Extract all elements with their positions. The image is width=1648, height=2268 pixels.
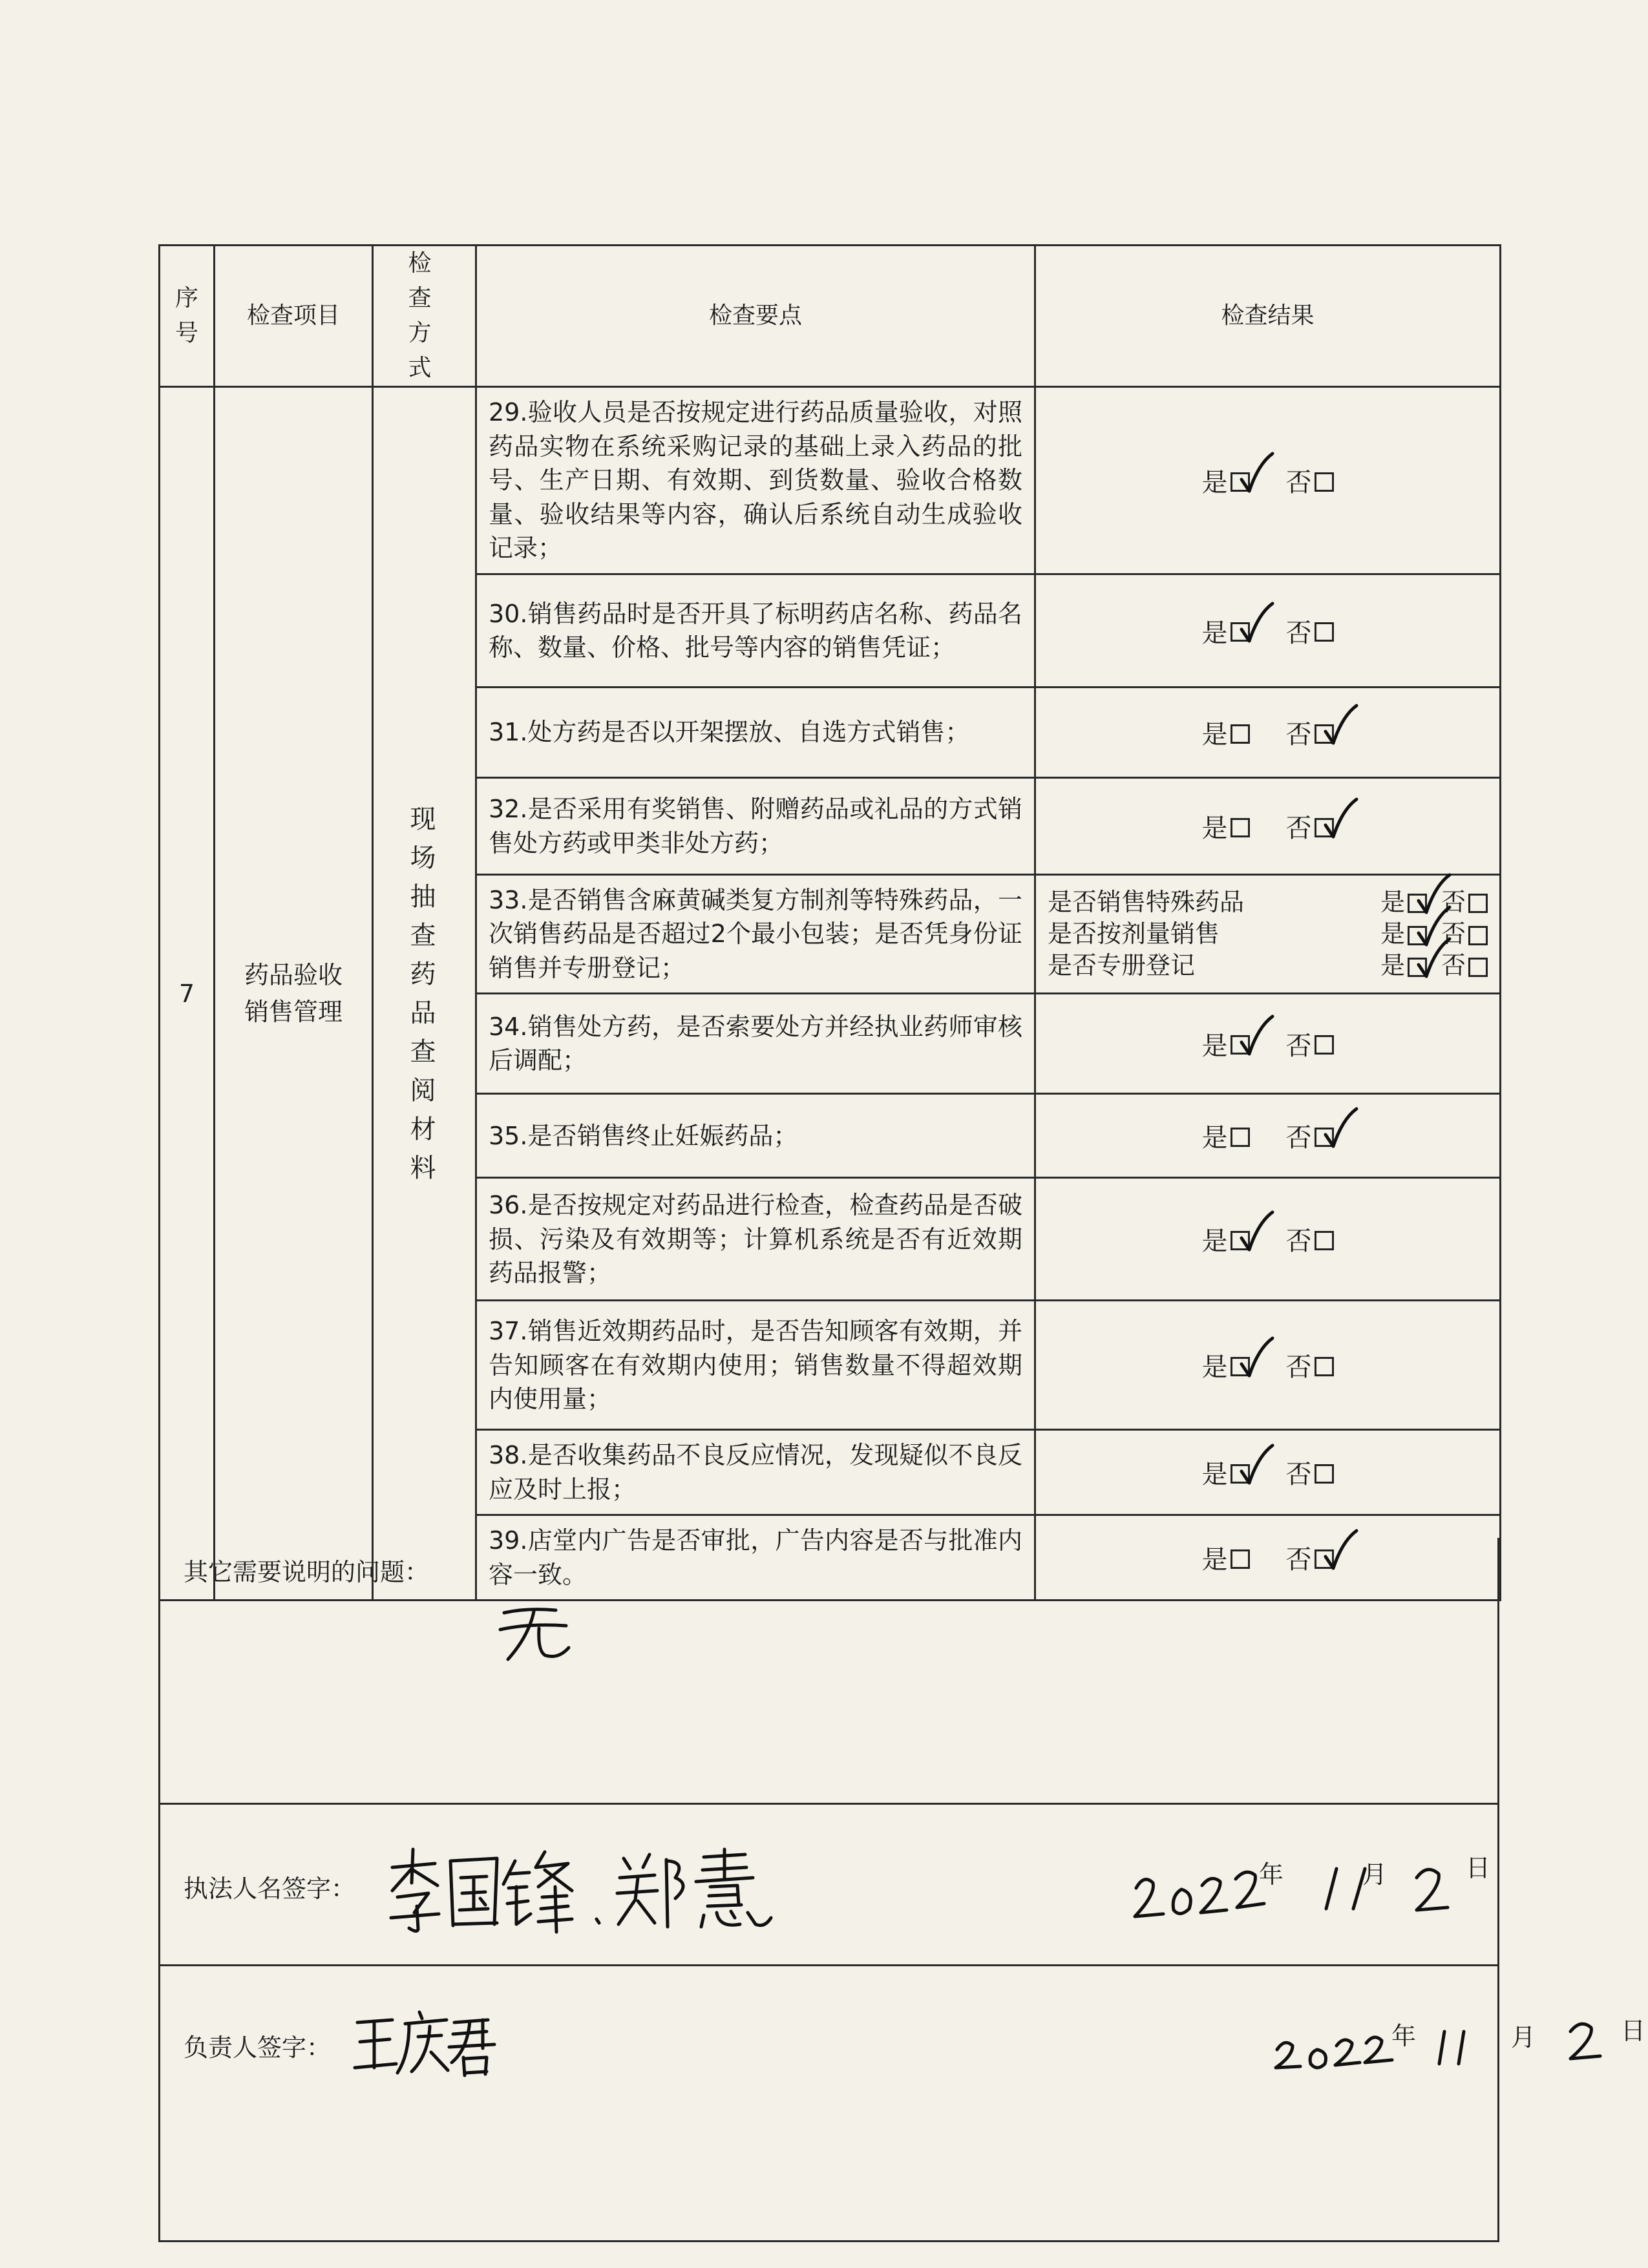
sub-check-options	[1366, 950, 1488, 982]
sub-check-row	[1048, 950, 1488, 982]
yes-option[interactable]	[1202, 1454, 1250, 1491]
no-option[interactable]	[1286, 613, 1334, 649]
officer-date-year-unit: 年	[1259, 1860, 1284, 1889]
notes-section	[158, 1538, 1646, 2242]
check-point-text: 31.处方药是否以开架摆放、自选方式销售；	[476, 688, 1035, 778]
no-option-label: 否	[1285, 1123, 1312, 1153]
checkbox-icon[interactable]	[1315, 622, 1334, 642]
no-option-label: 否	[1285, 814, 1312, 843]
yes-option-label: 是	[1201, 1352, 1228, 1383]
checkbox-icon[interactable]	[1408, 958, 1427, 977]
header-method: 检查方式	[373, 246, 476, 387]
check-result	[1035, 778, 1501, 875]
manager-date-month-handwriting	[1430, 2016, 1482, 2074]
yes-option[interactable]	[1380, 950, 1427, 982]
yes-option-label: 是	[1380, 951, 1405, 980]
checkbox-icon[interactable]	[1231, 724, 1250, 744]
checkbox-icon[interactable]	[1408, 894, 1427, 913]
officer-date-month-unit: 月	[1362, 1860, 1388, 1889]
group-item-label: 药品验收销售管理	[244, 960, 343, 1026]
checkbox-icon[interactable]	[1231, 1231, 1250, 1250]
checkbox-icon[interactable]	[1315, 818, 1334, 837]
yes-option-label: 是	[1201, 1460, 1228, 1490]
yes-option-label: 是	[1201, 1226, 1228, 1257]
check-point-text: 29.验收人员是否按规定进行药品质量验收，对照药品实物在系统采购记录的基础上录入药品的批号、生产日期、有效期、到货数量、验收合格数量、验收结果等内容，确认后系统自动生成验收记录；	[476, 387, 1035, 574]
no-option-label: 否	[1441, 951, 1466, 980]
yes-option-label: 是	[1380, 919, 1405, 948]
checkbox-icon[interactable]	[1231, 472, 1250, 492]
header-seq: 序号	[160, 246, 215, 387]
sub-check-row	[1048, 918, 1488, 950]
yes-option-label: 是	[1201, 1545, 1228, 1575]
no-option[interactable]	[1286, 808, 1334, 845]
checkbox-icon[interactable]	[1231, 622, 1250, 642]
no-option[interactable]	[1286, 462, 1334, 499]
checkbox-icon[interactable]	[1315, 724, 1334, 744]
group-item	[215, 387, 373, 1601]
sub-check-label: 是否销售特殊药品	[1048, 887, 1245, 916]
yes-option-label: 是	[1201, 1123, 1228, 1153]
check-point-text: 38.是否收集药品不良反应情况，发现疑似不良反应及时上报；	[476, 1430, 1035, 1515]
no-option-label: 否	[1285, 1460, 1312, 1490]
yes-option-label: 是	[1201, 468, 1228, 498]
no-option-label: 否	[1285, 468, 1312, 498]
check-point-text: 36.是否按规定对药品进行检查，检查药品是否破损、污染及有效期等；计算机系统是否有近效期药品报警；	[476, 1178, 1035, 1301]
check-result	[1035, 1430, 1501, 1515]
notes-label: 其它需要说明的问题：	[184, 1558, 430, 1586]
check-result	[1035, 574, 1501, 688]
header-points: 检查要点	[476, 246, 1035, 387]
checkbox-icon[interactable]	[1315, 1128, 1334, 1147]
yes-option[interactable]	[1202, 808, 1250, 845]
no-option-label: 否	[1285, 1226, 1312, 1257]
divider	[160, 1803, 1497, 1805]
check-result	[1035, 1094, 1501, 1178]
no-option[interactable]	[1286, 1454, 1334, 1491]
no-option[interactable]	[1286, 714, 1334, 751]
check-result	[1035, 688, 1501, 778]
no-option[interactable]	[1441, 950, 1488, 982]
check-point-text: 30.销售药品时是否开具了标明药店名称、药品名称、数量、价格、批号等内容的销售凭证；	[476, 574, 1035, 688]
yes-option-label: 是	[1201, 618, 1228, 648]
check-result	[1035, 387, 1501, 574]
no-option-label: 否	[1285, 720, 1312, 750]
checkbox-icon[interactable]	[1231, 818, 1250, 837]
notes-handwritten-value	[496, 1596, 574, 1667]
manager-date-month-unit: 月	[1511, 2023, 1536, 2052]
checkbox-icon[interactable]	[1315, 1231, 1334, 1250]
checkbox-icon[interactable]	[1231, 1035, 1250, 1055]
yes-option-label: 是	[1201, 1031, 1228, 1061]
sub-check-options	[1366, 918, 1488, 950]
yes-option[interactable]	[1202, 462, 1250, 499]
check-point-text: 33.是否销售含麻黄碱类复方制剂等特殊药品，一次销售药品是否超过2个最小包装；是否凭身份证销售并专册登记；	[476, 875, 1035, 994]
manager-signature-label: 负责人签字：	[184, 2033, 332, 2062]
no-option[interactable]	[1441, 887, 1488, 918]
no-option-label: 否	[1285, 1545, 1312, 1575]
check-result	[1035, 1178, 1501, 1301]
no-option-label: 否	[1441, 919, 1466, 948]
manager-signature-handwriting	[351, 2003, 500, 2081]
manager-date-year-unit: 年	[1391, 2022, 1417, 2050]
officer-signature-handwriting	[383, 1842, 784, 1938]
check-point-text: 35.是否销售终止妊娠药品；	[476, 1094, 1035, 1178]
no-option[interactable]	[1286, 1117, 1334, 1154]
group-method	[373, 387, 476, 1601]
checkbox-icon[interactable]	[1468, 926, 1488, 945]
group-seq: 7	[160, 387, 215, 1601]
checkbox-icon[interactable]	[1315, 1464, 1334, 1484]
table-row	[160, 387, 1501, 574]
manager-date-year-handwriting	[1272, 2016, 1401, 2074]
no-option-label: 否	[1441, 887, 1466, 916]
checkbox-icon[interactable]	[1468, 958, 1488, 977]
checkbox-icon[interactable]	[1315, 1035, 1334, 1055]
officer-date-day-unit: 日	[1466, 1854, 1491, 1882]
sub-check-label: 是否按剂量销售	[1048, 919, 1220, 948]
check-point-text: 34.销售处方药，是否索要处方并经执业药师审核后调配；	[476, 994, 1035, 1094]
check-result	[1035, 875, 1501, 994]
inspection-table	[158, 244, 1501, 1601]
header-result: 检查结果	[1035, 246, 1501, 387]
sub-check-options	[1366, 887, 1488, 918]
yes-option-label: 是	[1201, 720, 1228, 750]
manager-date-day-handwriting	[1563, 2010, 1614, 2068]
check-result	[1035, 994, 1501, 1094]
officer-signature-label: 执法人名签字：	[184, 1874, 356, 1903]
checkbox-icon[interactable]	[1315, 472, 1334, 492]
officer-date-month-handwriting	[1317, 1854, 1401, 1919]
no-option[interactable]	[1286, 1347, 1334, 1383]
checkbox-icon[interactable]	[1468, 894, 1488, 913]
no-option[interactable]	[1441, 918, 1488, 950]
checkbox-icon[interactable]	[1231, 1357, 1250, 1376]
checkbox-icon[interactable]	[1315, 1357, 1334, 1376]
divider	[160, 1964, 1497, 1966]
group-method-label: 现场抽查药品查阅材料	[410, 804, 452, 1183]
yes-option[interactable]	[1202, 1117, 1250, 1154]
sub-check-row	[1048, 887, 1488, 918]
no-option[interactable]	[1286, 1221, 1334, 1257]
yes-option-label: 是	[1201, 814, 1228, 843]
header-item: 检查项目	[215, 246, 373, 387]
yes-option[interactable]	[1202, 1221, 1250, 1257]
manager-date-day-unit: 日	[1621, 2017, 1646, 2045]
checkbox-icon[interactable]	[1408, 926, 1427, 945]
no-option-label: 否	[1285, 618, 1312, 648]
check-result	[1035, 1301, 1501, 1430]
no-option-label: 否	[1285, 1352, 1312, 1383]
check-point-text: 32.是否采用有奖销售、附赠药品或礼品的方式销售处方药或甲类非处方药；	[476, 778, 1035, 875]
yes-option-label: 是	[1380, 887, 1405, 916]
yes-option[interactable]	[1380, 918, 1427, 950]
yes-option[interactable]	[1202, 1025, 1250, 1062]
table-header-row	[160, 246, 1501, 387]
no-option-label: 否	[1285, 1031, 1312, 1061]
checkbox-icon[interactable]	[1231, 1464, 1250, 1484]
yes-option[interactable]	[1380, 887, 1427, 918]
no-option[interactable]	[1286, 1025, 1334, 1062]
checkbox-icon[interactable]	[1231, 1128, 1250, 1147]
yes-option[interactable]	[1202, 714, 1250, 751]
check-point-text: 39.店堂内广告是否审批，广告内容是否与批准内容一致。	[476, 1515, 1035, 1601]
check-point-text: 37.销售近效期药品时，是否告知顾客有效期，并告知顾客在有效期内使用；销售数量不得超效期内使用量；	[476, 1301, 1035, 1430]
officer-date-day-handwriting	[1408, 1854, 1459, 1919]
yes-option[interactable]	[1202, 1347, 1250, 1383]
sub-check-label: 是否专册登记	[1048, 951, 1196, 980]
yes-option[interactable]	[1202, 613, 1250, 649]
